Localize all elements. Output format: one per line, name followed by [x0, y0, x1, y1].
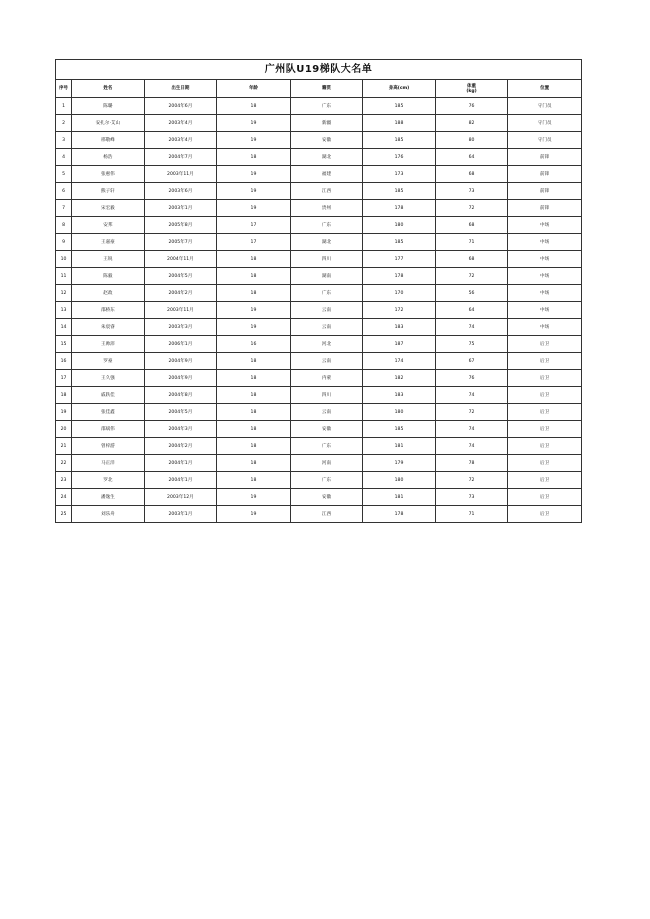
- cell-birth: 2004年1月: [144, 455, 217, 472]
- cell-name: 邵桥东: [72, 302, 145, 319]
- cell-birth: 2003年1月: [144, 200, 217, 217]
- cell-position: 后卫: [508, 506, 582, 523]
- cell-birth: 2003年11月: [144, 166, 217, 183]
- cell-position: 中场: [508, 217, 582, 234]
- cell-index: 22: [56, 455, 72, 472]
- cell-birth: 2003年4月: [144, 132, 217, 149]
- cell-index: 7: [56, 200, 72, 217]
- cell-origin: 四川: [290, 251, 363, 268]
- cell-name: 罗豪: [72, 353, 145, 370]
- table-row: [56, 455, 582, 472]
- cell-name: 安扎尔·艾山: [72, 115, 145, 132]
- cell-birth: 2004年1月: [144, 472, 217, 489]
- cell-height: 180: [363, 472, 436, 489]
- cell-birth: 2004年8月: [144, 387, 217, 404]
- cell-height: 180: [363, 217, 436, 234]
- cell-origin: 湖南: [290, 268, 363, 285]
- cell-weight: 72: [435, 268, 508, 285]
- cell-name: 刘乐舟: [72, 506, 145, 523]
- cell-origin: 安徽: [290, 132, 363, 149]
- roster-body: [56, 98, 582, 523]
- cell-index: 16: [56, 353, 72, 370]
- cell-height: 188: [363, 115, 436, 132]
- table-row: [56, 268, 582, 285]
- cell-name: 张惠伟: [72, 166, 145, 183]
- cell-weight: 72: [435, 200, 508, 217]
- cell-weight: 76: [435, 98, 508, 115]
- cell-height: 176: [363, 149, 436, 166]
- cell-birth: 2004年11月: [144, 251, 217, 268]
- cell-height: 173: [363, 166, 436, 183]
- cell-birth: 2004年5月: [144, 268, 217, 285]
- cell-weight: 76: [435, 370, 508, 387]
- cell-position: 中场: [508, 234, 582, 251]
- cell-age: 19: [217, 506, 291, 523]
- cell-index: 19: [56, 404, 72, 421]
- roster-table: [55, 59, 582, 523]
- cell-weight: 72: [435, 404, 508, 421]
- cell-position: 前锋: [508, 200, 582, 217]
- cell-height: 177: [363, 251, 436, 268]
- table-row: [56, 132, 582, 149]
- cell-age: 18: [217, 472, 291, 489]
- cell-name: 马正洋: [72, 455, 145, 472]
- cell-height: 183: [363, 387, 436, 404]
- col-header-age: 年龄: [217, 80, 291, 98]
- cell-origin: 广东: [290, 285, 363, 302]
- cell-age: 19: [217, 132, 291, 149]
- cell-weight: 82: [435, 115, 508, 132]
- table-row: [56, 200, 582, 217]
- table-row: [56, 336, 582, 353]
- cell-weight: 80: [435, 132, 508, 149]
- cell-age: 19: [217, 115, 291, 132]
- cell-position: 中场: [508, 302, 582, 319]
- cell-age: 16: [217, 336, 291, 353]
- cell-height: 172: [363, 302, 436, 319]
- cell-position: 前锋: [508, 183, 582, 200]
- cell-birth: 2005年8月: [144, 217, 217, 234]
- cell-birth: 2004年6月: [144, 98, 217, 115]
- cell-weight: 74: [435, 438, 508, 455]
- cell-height: 183: [363, 319, 436, 336]
- table-row: [56, 472, 582, 489]
- col-header-name: 姓名: [72, 80, 145, 98]
- table-row: [56, 319, 582, 336]
- cell-birth: 2004年3月: [144, 421, 217, 438]
- cell-origin: 内蒙: [290, 370, 363, 387]
- cell-name: 陈璐: [72, 98, 145, 115]
- cell-weight: 74: [435, 387, 508, 404]
- title-row: [56, 60, 582, 80]
- cell-origin: 云南: [290, 302, 363, 319]
- cell-age: 18: [217, 353, 291, 370]
- cell-position: 中场: [508, 319, 582, 336]
- table-row: [56, 285, 582, 302]
- cell-origin: 云南: [290, 319, 363, 336]
- col-header-height: 身高(cm): [363, 80, 436, 98]
- cell-birth: 2004年5月: [144, 404, 217, 421]
- col-header-index: 序号: [56, 80, 72, 98]
- sheet-title: 广州队U19梯队大名单: [56, 60, 582, 80]
- cell-height: 178: [363, 268, 436, 285]
- cell-weight: 71: [435, 506, 508, 523]
- cell-birth: 2003年1月: [144, 506, 217, 523]
- cell-index: 21: [56, 438, 72, 455]
- cell-weight: 73: [435, 183, 508, 200]
- cell-height: 181: [363, 489, 436, 506]
- cell-weight: 68: [435, 166, 508, 183]
- cell-origin: 福建: [290, 166, 363, 183]
- cell-age: 18: [217, 285, 291, 302]
- table-row: [56, 149, 582, 166]
- cell-origin: 广东: [290, 98, 363, 115]
- cell-name: 安邦: [72, 217, 145, 234]
- table-row: [56, 353, 582, 370]
- cell-index: 2: [56, 115, 72, 132]
- table-row: [56, 404, 582, 421]
- cell-position: 后卫: [508, 336, 582, 353]
- cell-origin: 广东: [290, 217, 363, 234]
- cell-position: 前锋: [508, 149, 582, 166]
- table-row: [56, 370, 582, 387]
- cell-height: 179: [363, 455, 436, 472]
- cell-name: 邵斌伟: [72, 421, 145, 438]
- cell-age: 19: [217, 166, 291, 183]
- cell-height: 178: [363, 200, 436, 217]
- cell-origin: 云南: [290, 353, 363, 370]
- cell-age: 18: [217, 370, 291, 387]
- cell-position: 后卫: [508, 421, 582, 438]
- cell-name: 王锐: [72, 251, 145, 268]
- table-row: [56, 489, 582, 506]
- cell-position: 守门员: [508, 98, 582, 115]
- cell-position: 守门员: [508, 132, 582, 149]
- cell-weight: 68: [435, 217, 508, 234]
- cell-height: 187: [363, 336, 436, 353]
- cell-age: 18: [217, 421, 291, 438]
- cell-position: 后卫: [508, 353, 582, 370]
- roster-sheet: [55, 59, 582, 523]
- cell-name: 赵政: [72, 285, 145, 302]
- cell-age: 18: [217, 251, 291, 268]
- cell-position: 后卫: [508, 472, 582, 489]
- cell-weight: 72: [435, 472, 508, 489]
- cell-index: 11: [56, 268, 72, 285]
- cell-index: 24: [56, 489, 72, 506]
- cell-age: 19: [217, 183, 291, 200]
- cell-name: 张佳鑫: [72, 404, 145, 421]
- cell-height: 185: [363, 132, 436, 149]
- cell-origin: 江西: [290, 506, 363, 523]
- cell-age: 19: [217, 200, 291, 217]
- cell-name: 罗北: [72, 472, 145, 489]
- cell-index: 20: [56, 421, 72, 438]
- cell-birth: 2004年9月: [144, 353, 217, 370]
- table-row: [56, 421, 582, 438]
- cell-index: 3: [56, 132, 72, 149]
- cell-name: 陈毅: [72, 268, 145, 285]
- cell-index: 15: [56, 336, 72, 353]
- cell-age: 18: [217, 268, 291, 285]
- cell-birth: 2004年9月: [144, 370, 217, 387]
- col-header-weight: 体重 (kg): [435, 80, 508, 98]
- table-row: [56, 506, 582, 523]
- cell-height: 178: [363, 506, 436, 523]
- col-header-birth: 出生日期: [144, 80, 217, 98]
- cell-position: 后卫: [508, 489, 582, 506]
- cell-birth: 2004年7月: [144, 149, 217, 166]
- table-row: [56, 251, 582, 268]
- header-row: [56, 80, 582, 98]
- cell-origin: 江西: [290, 183, 363, 200]
- table-row: [56, 234, 582, 251]
- table-row: [56, 217, 582, 234]
- cell-birth: 2005年7月: [144, 234, 217, 251]
- cell-index: 1: [56, 98, 72, 115]
- cell-origin: 云南: [290, 404, 363, 421]
- cell-age: 18: [217, 438, 291, 455]
- cell-weight: 75: [435, 336, 508, 353]
- cell-position: 后卫: [508, 455, 582, 472]
- cell-height: 185: [363, 98, 436, 115]
- cell-birth: 2004年2月: [144, 285, 217, 302]
- cell-age: 18: [217, 404, 291, 421]
- cell-origin: 贵州: [290, 200, 363, 217]
- cell-origin: 四川: [290, 387, 363, 404]
- cell-height: 180: [363, 404, 436, 421]
- cell-position: 守门员: [508, 115, 582, 132]
- cell-name: 熊子轩: [72, 183, 145, 200]
- cell-age: 17: [217, 217, 291, 234]
- cell-birth: 2003年3月: [144, 319, 217, 336]
- cell-birth: 2003年4月: [144, 115, 217, 132]
- cell-index: 10: [56, 251, 72, 268]
- cell-position: 中场: [508, 251, 582, 268]
- cell-index: 12: [56, 285, 72, 302]
- cell-index: 8: [56, 217, 72, 234]
- cell-name: 王久强: [72, 370, 145, 387]
- cell-height: 185: [363, 421, 436, 438]
- cell-origin: 安徽: [290, 489, 363, 506]
- cell-name: 戚轶佳: [72, 387, 145, 404]
- cell-name: 曾梓游: [72, 438, 145, 455]
- cell-weight: 67: [435, 353, 508, 370]
- table-row: [56, 302, 582, 319]
- cell-weight: 74: [435, 421, 508, 438]
- cell-weight: 56: [435, 285, 508, 302]
- cell-birth: 2003年11月: [144, 302, 217, 319]
- cell-name: 朱宸睿: [72, 319, 145, 336]
- col-header-position: 位置: [508, 80, 582, 98]
- cell-birth: 2003年6月: [144, 183, 217, 200]
- cell-index: 9: [56, 234, 72, 251]
- cell-position: 前锋: [508, 166, 582, 183]
- cell-index: 23: [56, 472, 72, 489]
- cell-origin: 河北: [290, 336, 363, 353]
- cell-name: 杨浩: [72, 149, 145, 166]
- cell-origin: 湖北: [290, 149, 363, 166]
- cell-weight: 78: [435, 455, 508, 472]
- cell-origin: 新疆: [290, 115, 363, 132]
- table-row: [56, 387, 582, 404]
- cell-age: 17: [217, 234, 291, 251]
- cell-height: 174: [363, 353, 436, 370]
- cell-height: 182: [363, 370, 436, 387]
- cell-name: 宋宏毅: [72, 200, 145, 217]
- cell-origin: 湖北: [290, 234, 363, 251]
- cell-weight: 68: [435, 251, 508, 268]
- cell-name: 王嘉豪: [72, 234, 145, 251]
- cell-name: 王帅沛: [72, 336, 145, 353]
- cell-position: 后卫: [508, 404, 582, 421]
- cell-weight: 74: [435, 319, 508, 336]
- table-row: [56, 166, 582, 183]
- cell-birth: 2003年12月: [144, 489, 217, 506]
- cell-position: 中场: [508, 268, 582, 285]
- table-row: [56, 98, 582, 115]
- cell-age: 19: [217, 489, 291, 506]
- cell-origin: 安徽: [290, 421, 363, 438]
- cell-index: 18: [56, 387, 72, 404]
- table-row: [56, 115, 582, 132]
- cell-height: 185: [363, 183, 436, 200]
- cell-age: 18: [217, 149, 291, 166]
- col-header-origin: 籍贯: [290, 80, 363, 98]
- cell-position: 后卫: [508, 370, 582, 387]
- cell-age: 19: [217, 319, 291, 336]
- cell-height: 185: [363, 234, 436, 251]
- cell-position: 后卫: [508, 387, 582, 404]
- cell-height: 170: [363, 285, 436, 302]
- cell-age: 19: [217, 302, 291, 319]
- cell-index: 25: [56, 506, 72, 523]
- cell-index: 17: [56, 370, 72, 387]
- cell-index: 13: [56, 302, 72, 319]
- cell-index: 5: [56, 166, 72, 183]
- cell-index: 6: [56, 183, 72, 200]
- cell-position: 后卫: [508, 438, 582, 455]
- table-row: [56, 183, 582, 200]
- cell-position: 中场: [508, 285, 582, 302]
- cell-origin: 河南: [290, 455, 363, 472]
- cell-name: 潘逸生: [72, 489, 145, 506]
- cell-weight: 64: [435, 302, 508, 319]
- cell-height: 181: [363, 438, 436, 455]
- cell-origin: 广东: [290, 438, 363, 455]
- cell-index: 4: [56, 149, 72, 166]
- cell-weight: 71: [435, 234, 508, 251]
- cell-birth: 2004年2月: [144, 438, 217, 455]
- cell-index: 14: [56, 319, 72, 336]
- cell-age: 18: [217, 455, 291, 472]
- table-row: [56, 438, 582, 455]
- cell-name: 邢敬峰: [72, 132, 145, 149]
- cell-weight: 64: [435, 149, 508, 166]
- cell-age: 18: [217, 98, 291, 115]
- cell-birth: 2006年1月: [144, 336, 217, 353]
- cell-origin: 广东: [290, 472, 363, 489]
- cell-age: 18: [217, 387, 291, 404]
- cell-weight: 73: [435, 489, 508, 506]
